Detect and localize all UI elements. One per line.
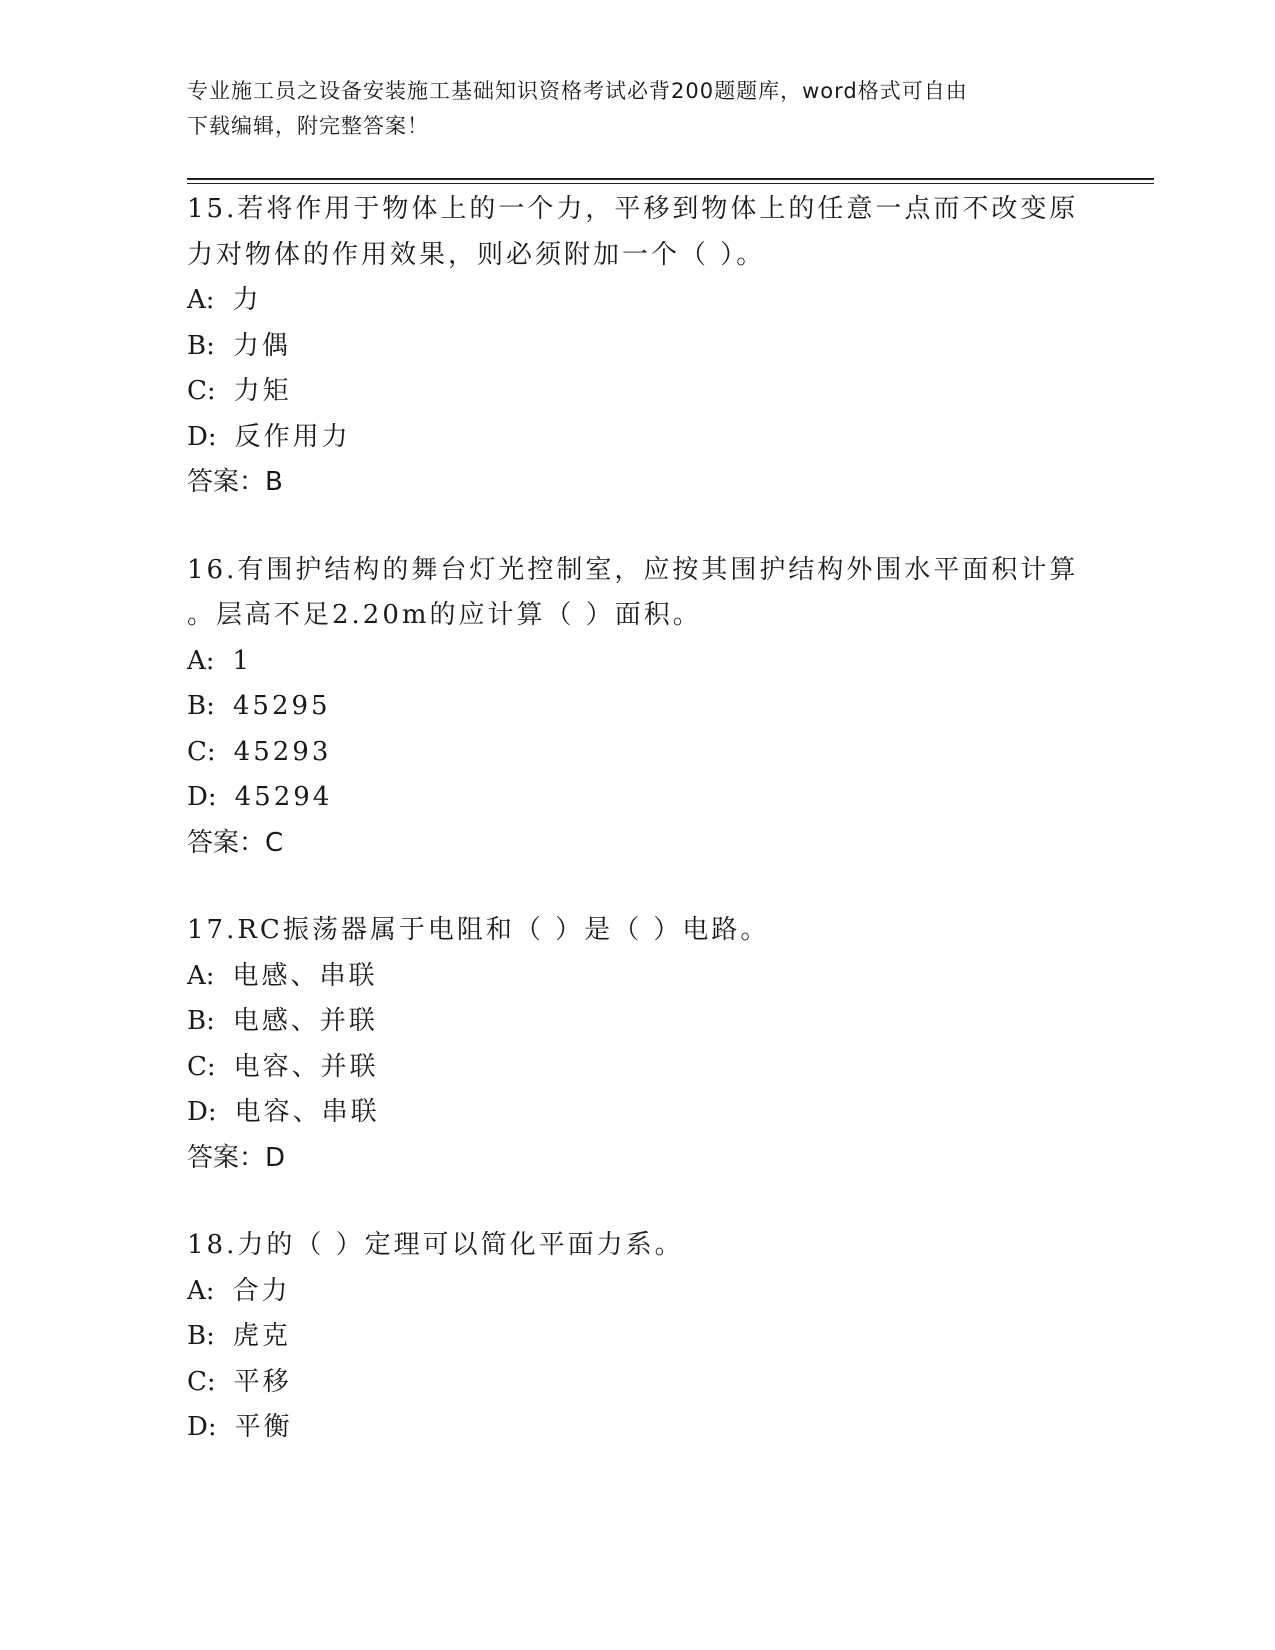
- header-divider-thin: [187, 183, 1154, 184]
- question-18: [187, 1223, 1087, 1451]
- option-letter: B:: [187, 330, 215, 361]
- option-letter: C:: [187, 1366, 216, 1397]
- header-line-1: 专业施工员之设备安装施工基础知识资格考试必背200题题库，word格式可自由: [187, 79, 968, 103]
- option-text: 45295: [232, 691, 331, 721]
- question-stem-line: 力对物体的作用效果，则必须附加一个（ ）。: [187, 239, 766, 270]
- option-text: 合力: [232, 1275, 291, 1306]
- option-letter: D:: [187, 1412, 217, 1442]
- option-c: [187, 730, 1087, 776]
- option-letter: A:: [187, 960, 215, 991]
- option-d: [187, 1405, 1087, 1451]
- option-c: [187, 1045, 1087, 1091]
- option-letter: C:: [187, 736, 216, 767]
- option-d: [187, 415, 1087, 461]
- option-text: 电感、串联: [232, 960, 378, 991]
- option-text: 电容、串联: [234, 1097, 380, 1127]
- option-letter: D:: [187, 1097, 217, 1127]
- option-text: 45293: [233, 736, 332, 767]
- option-text: 力: [232, 285, 262, 315]
- header-line-2: 下载编辑，附完整答案！: [187, 114, 429, 138]
- option-letter: D:: [187, 421, 217, 452]
- option-text: 1: [232, 645, 253, 676]
- answer-line: 答案：B: [187, 467, 283, 497]
- option-letter: A:: [187, 1275, 215, 1306]
- option-b: [187, 999, 1087, 1045]
- option-c: [187, 1360, 1087, 1406]
- question-17: [187, 908, 1087, 1181]
- option-text: 平衡: [234, 1412, 293, 1442]
- question-stem-line: 18.力的（ ）定理可以简化平面力系。: [187, 1230, 684, 1260]
- question-15: [187, 187, 1087, 506]
- header-divider-thick: [187, 178, 1154, 180]
- question-stem-line: 16.有围护结构的舞台灯光控制室，应按其围护结构外围水平面积计算: [187, 554, 1079, 585]
- document-header: [187, 74, 1087, 144]
- option-text: 45294: [234, 782, 333, 812]
- option-text: 平移: [233, 1366, 292, 1397]
- option-letter: C:: [187, 376, 216, 406]
- option-letter: B:: [187, 1006, 215, 1036]
- option-a: [187, 639, 1087, 685]
- option-d: [187, 775, 1087, 821]
- option-text: 虎克: [232, 1321, 291, 1351]
- option-letter: A:: [187, 285, 215, 315]
- option-text: 力偶: [232, 330, 291, 361]
- option-letter: B:: [187, 1321, 215, 1351]
- answer-line: 答案：C: [187, 827, 284, 858]
- option-a: [187, 954, 1087, 1000]
- option-c: [187, 369, 1087, 415]
- question-list: [187, 187, 1087, 1493]
- question-stem-line: 15.若将作用于物体上的一个力，平移到物体上的任意一点而不改变原: [187, 194, 1079, 224]
- answer-line: 答案：D: [187, 1142, 286, 1173]
- option-text: 反作用力: [234, 421, 351, 452]
- question-16: [187, 548, 1087, 867]
- option-letter: C:: [187, 1051, 216, 1082]
- option-text: 电容、并联: [233, 1051, 379, 1082]
- option-b: [187, 324, 1087, 370]
- option-b: [187, 684, 1087, 730]
- option-b: [187, 1314, 1087, 1360]
- option-a: [187, 278, 1087, 324]
- question-stem-line: 17.RC振荡器属于电阻和（ ）是（ ）电路。: [187, 915, 770, 945]
- question-stem-line: 。层高不足2.20m的应计算（ ）面积。: [187, 600, 702, 630]
- option-d: [187, 1090, 1087, 1136]
- option-text: 力矩: [233, 376, 292, 406]
- option-letter: B:: [187, 691, 215, 721]
- option-letter: A:: [187, 645, 215, 676]
- option-text: 电感、并联: [232, 1006, 378, 1036]
- option-letter: D:: [187, 782, 217, 812]
- option-a: [187, 1269, 1087, 1315]
